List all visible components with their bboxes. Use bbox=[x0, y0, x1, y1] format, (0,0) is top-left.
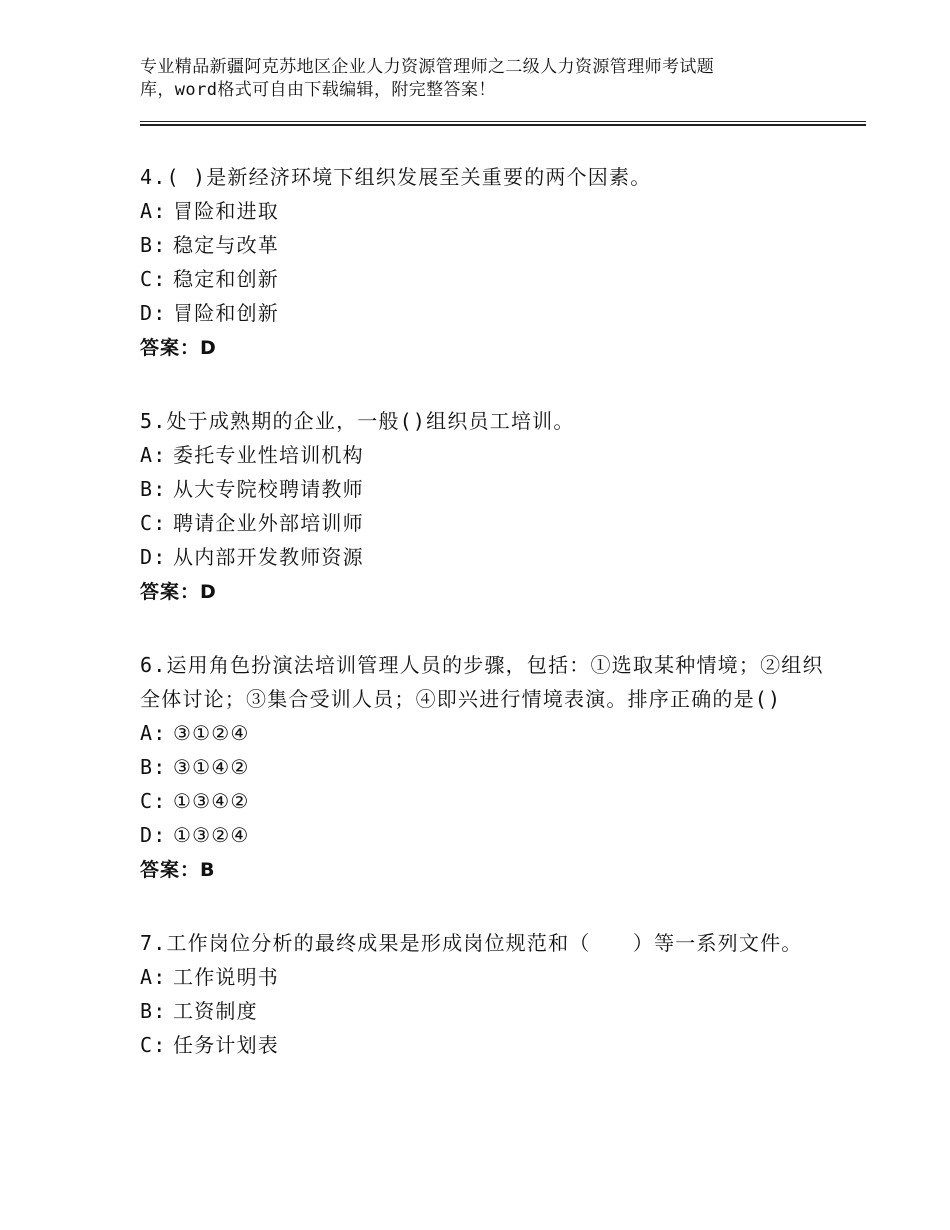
option-c bbox=[140, 1028, 830, 1062]
option-text: 冒险和创新 bbox=[173, 301, 279, 325]
header-divider-thin bbox=[140, 121, 866, 122]
option-a bbox=[140, 438, 830, 472]
question-list bbox=[140, 160, 830, 1100]
option-text: ③①②④ bbox=[173, 721, 250, 745]
option-letter: A: bbox=[140, 721, 167, 745]
option-text: 工资制度 bbox=[173, 999, 258, 1023]
option-text: 冒险和进取 bbox=[173, 199, 279, 223]
option-d bbox=[140, 818, 830, 852]
answer-label: 答案：B bbox=[140, 859, 216, 881]
option-text: 稳定与改革 bbox=[173, 233, 279, 257]
question-7 bbox=[140, 926, 830, 1062]
option-b bbox=[140, 994, 830, 1028]
option-text: ①③②④ bbox=[173, 823, 250, 847]
option-a bbox=[140, 194, 830, 228]
question-text: 7.工作岗位分析的最终成果是形成岗位规范和（ ）等一系列文件。 bbox=[140, 931, 803, 955]
option-letter: A: bbox=[140, 443, 167, 467]
option-letter: A: bbox=[140, 199, 167, 223]
option-text: 任务计划表 bbox=[173, 1033, 279, 1057]
option-text: 稳定和创新 bbox=[173, 267, 279, 291]
option-b bbox=[140, 750, 830, 784]
option-letter: C: bbox=[140, 789, 167, 813]
option-c bbox=[140, 262, 830, 296]
option-text: 从大专院校聘请教师 bbox=[173, 477, 364, 501]
option-text: 聘请企业外部培训师 bbox=[173, 511, 364, 535]
option-d bbox=[140, 296, 830, 330]
option-letter: B: bbox=[140, 233, 167, 257]
answer-label: 答案：D bbox=[140, 337, 217, 359]
question-5 bbox=[140, 404, 830, 610]
option-letter: C: bbox=[140, 267, 167, 291]
answer-label: 答案：D bbox=[140, 581, 217, 603]
option-text: ③①④② bbox=[173, 755, 250, 779]
option-text: ①③④② bbox=[173, 789, 250, 813]
option-b bbox=[140, 228, 830, 262]
option-a bbox=[140, 716, 830, 750]
question-4 bbox=[140, 160, 830, 366]
header-line-1: 专业精品新疆阿克苏地区企业人力资源管理师之二级人力资源管理师考试题 bbox=[140, 57, 715, 77]
option-a bbox=[140, 960, 830, 994]
question-text: 5.处于成熟期的企业，一般()组织员工培训。 bbox=[140, 409, 575, 433]
option-letter: D: bbox=[140, 545, 167, 569]
option-letter: C: bbox=[140, 511, 167, 535]
question-text: 6.运用角色扮演法培训管理人员的步骤，包括：①选取某种情境；②组织全体讨论；③集合受训人员；④即兴进行情境表演。排序正确的是() bbox=[140, 653, 824, 711]
option-letter: B: bbox=[140, 999, 167, 1023]
option-letter: B: bbox=[140, 477, 167, 501]
option-b bbox=[140, 472, 830, 506]
option-letter: B: bbox=[140, 755, 167, 779]
option-text: 从内部开发教师资源 bbox=[173, 545, 364, 569]
option-letter: D: bbox=[140, 823, 167, 847]
option-letter: C: bbox=[140, 1033, 167, 1057]
option-c bbox=[140, 506, 830, 540]
header-divider-thick bbox=[140, 124, 866, 126]
option-text: 工作说明书 bbox=[173, 965, 279, 989]
option-letter: A: bbox=[140, 965, 167, 989]
option-d bbox=[140, 540, 830, 574]
header-line-2: 库，word格式可自由下载编辑，附完整答案！ bbox=[140, 80, 496, 100]
document-header bbox=[140, 56, 840, 102]
question-6 bbox=[140, 648, 830, 888]
option-c bbox=[140, 784, 830, 818]
question-text: 4.( )是新经济环境下组织发展至关重要的两个因素。 bbox=[140, 165, 652, 189]
option-text: 委托专业性培训机构 bbox=[173, 443, 364, 467]
option-letter: D: bbox=[140, 301, 167, 325]
